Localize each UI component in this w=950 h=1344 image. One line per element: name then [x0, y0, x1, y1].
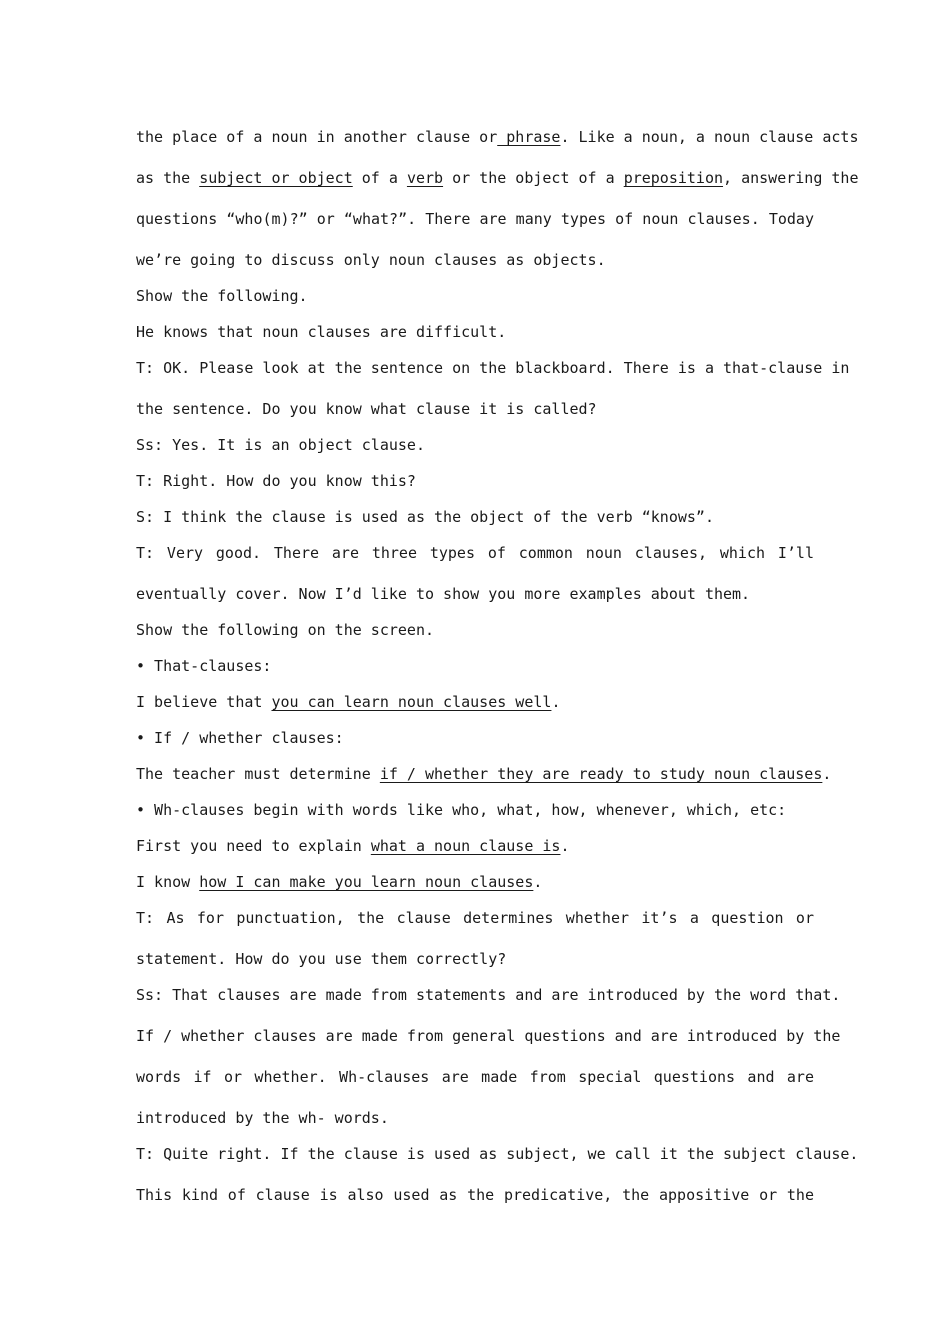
text-line: the sentence. Do you know what clause it is called? [136, 400, 597, 418]
text-run: or the object of a [443, 169, 624, 187]
text-run: . [822, 765, 832, 783]
text-run: as the [136, 169, 200, 187]
text-line: Show the following on the screen. [136, 621, 435, 639]
text-run: . Like a noun, a noun clause acts [560, 128, 859, 146]
text-line: Ss: That clauses are made from statements and are introduced by the word that. [136, 986, 841, 1004]
text-line: T: OK. Please look at the sentence on the blackboard. There is a that-clause in [136, 359, 850, 377]
text-run: . [551, 693, 561, 711]
text-run: First you need to explain [136, 837, 371, 855]
text-line: T: Very good. There are three types of common noun clauses, which I’ll [136, 544, 814, 562]
text-line: T: Quite right. If the clause is used as subject, we call it the subject clause. [136, 1145, 859, 1163]
underlined-term: preposition [623, 169, 724, 187]
text-line: questions “who(m)?” or “what?”. There are many types of noun clauses. Today [136, 210, 814, 228]
text-line: T: Right. How do you know this? [136, 472, 416, 490]
text-line: statement. How do you use them correctly? [136, 950, 507, 968]
example-sentence [136, 764, 832, 784]
text-line [136, 168, 859, 188]
text-line: This kind of clause is also used as the predicative, the appositive or the [136, 1186, 814, 1204]
text-run: The teacher must determine [136, 765, 380, 783]
text-line: T: As for punctuation, the clause determines whether it’s a question or [136, 909, 814, 927]
text-line: Ss: Yes. It is an object clause. [136, 436, 425, 454]
bullet-item: • If / whether clauses: [136, 729, 344, 747]
bullet-item: • Wh-clauses begin with words like who, what, how, whenever, which, etc: [136, 801, 787, 819]
underlined-clause: you can learn noun clauses well [271, 693, 552, 711]
text-run: the place of a noun in another clause or [136, 128, 498, 146]
underlined-term: phrase [497, 128, 561, 146]
text-line [136, 127, 859, 147]
text-line: words if or whether. Wh-clauses are made from special questions and are [136, 1068, 814, 1086]
example-sentence [136, 836, 814, 856]
text-run: of a [352, 169, 407, 187]
underlined-term: verb [406, 169, 444, 187]
text-line: we’re going to discuss only noun clauses as objects. [136, 251, 606, 269]
text-line: S: I think the clause is used as the object of the verb “knows”. [136, 508, 714, 526]
underlined-clause: what a noun clause is [370, 837, 561, 855]
text-run: . [560, 837, 570, 855]
example-sentence [136, 692, 814, 712]
underlined-clause: if / whether they are ready to study noun clauses [379, 765, 823, 783]
example-sentence [136, 872, 814, 892]
text-line: If / whether clauses are made from general questions and are introduced by the [136, 1027, 841, 1045]
text-line: eventually cover. Now I’d like to show you more examples about them. [136, 585, 751, 603]
bullet-item: • That-clauses: [136, 657, 272, 675]
text-line: introduced by the wh- words. [136, 1109, 389, 1127]
text-line: Show the following. [136, 287, 308, 305]
text-run: I know [136, 873, 200, 891]
example-sentence: He knows that noun clauses are difficult. [136, 323, 507, 341]
underlined-clause: how I can make you learn noun clauses [199, 873, 534, 891]
text-run: , answering the [723, 169, 859, 187]
text-run: . [533, 873, 543, 891]
underlined-term: subject or object [199, 169, 353, 187]
text-run: I believe that [136, 693, 272, 711]
